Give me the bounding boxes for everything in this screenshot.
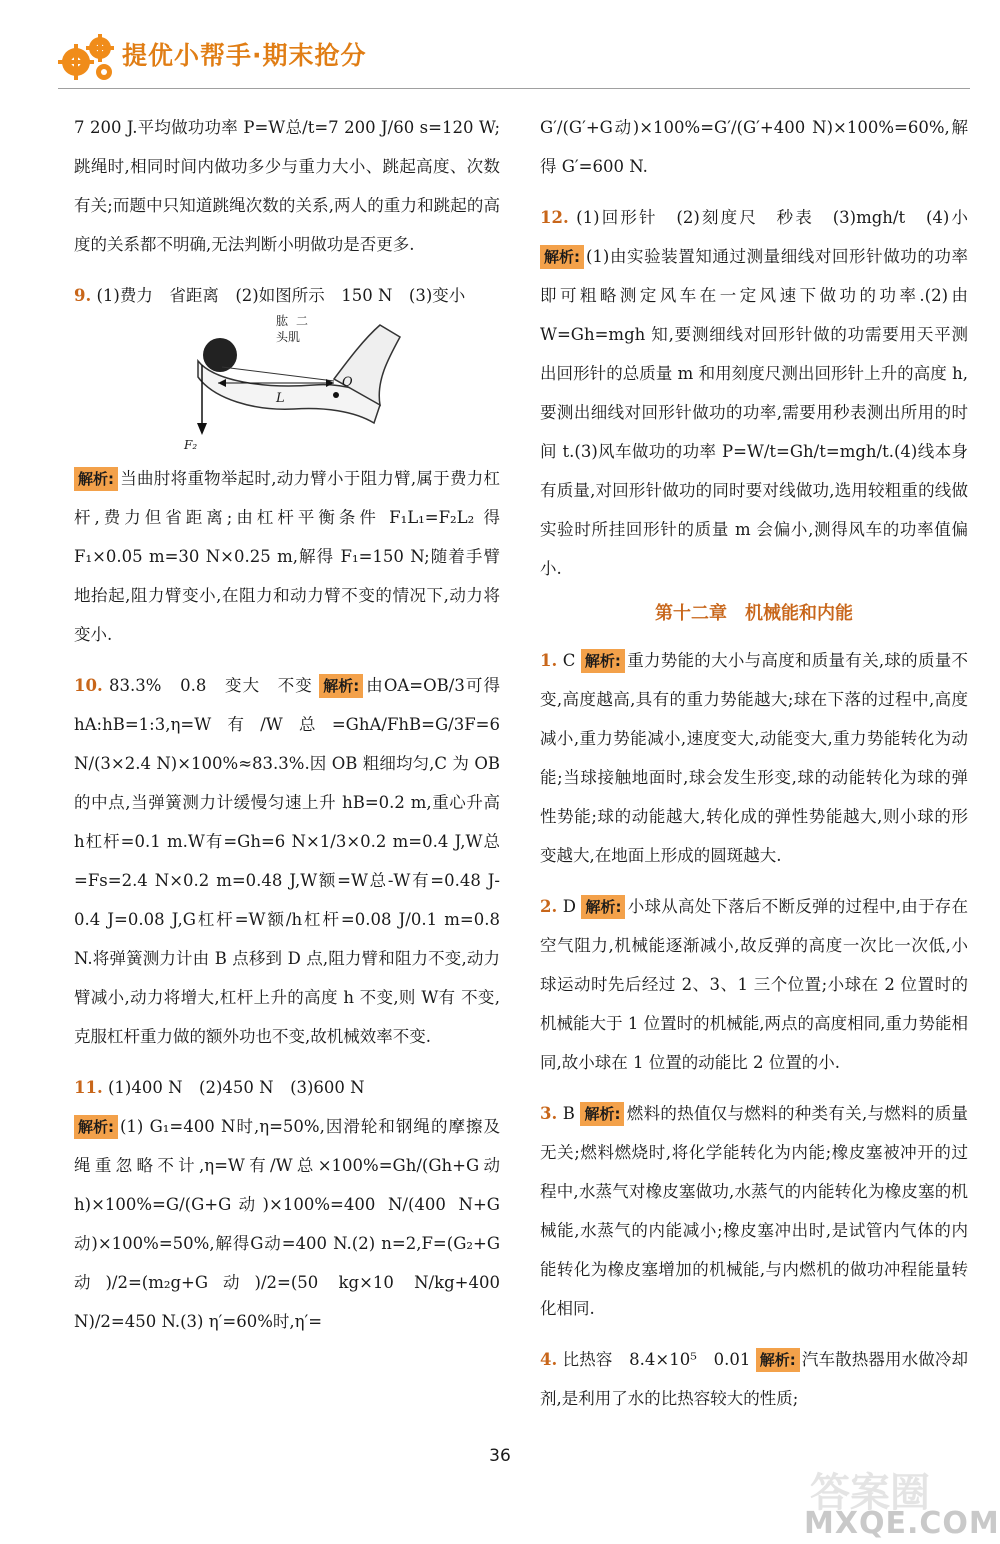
analysis-tag: 解析: <box>581 895 625 919</box>
analysis-tag: 解析: <box>756 1348 800 1372</box>
answer: B <box>562 1104 575 1123</box>
analysis-text: (1) G₁=400 N时,η=50%,因滑轮和钢绳的摩擦及绳重忽略不计,η=W有/W总×100%=Gh/(Gh+G动h)×100%=G/(G+G动)×100%=400 N/(400 N+G动)×100%=50%,解得G动=400 N.(2) n=2,F=(G₂+G动)/2=(m₂g+G动)/2=(50 kg×10 N/kg+400 N)/2=450 N.(3) η′=60%时,η′= <box>74 1117 500 1331</box>
header-divider <box>58 88 970 89</box>
analysis-text: 小球从高处下落后不断反弹的过程中,由于存在空气阻力,机械能逐渐减小,故反弹的高度一次比一次低,小球运动时先后经过 2、3、1 三个位置;小球在 2 位置时的机械能大于 1 位置时的机械能,两点的高度相同,重力势能相同,故小球在 1 位置的动能比 2 位置的小. <box>540 897 968 1072</box>
analysis-tag: 解析: <box>74 467 118 491</box>
analysis-tag: 解析: <box>580 1102 624 1126</box>
analysis <box>74 459 500 654</box>
analysis-tag: 解析: <box>540 245 584 269</box>
question-number: 12. <box>540 208 569 227</box>
force-label: F₂ <box>184 438 198 452</box>
page-number: 36 <box>489 1446 511 1466</box>
analysis-text: 重力势能的大小与高度和质量有关,球的质量不变,高度越高,具有的重力势能越大;球在下落的过程中,高度减小,重力势能减小,速度变大,动能变大,重力势能转化为动能;当球接触地面时,球会发生形变,球的动能转化为球的弹性势能;球的动能越大,转化成的弹性势能越大,则小球的形变越大,在地面上形成的圆斑越大. <box>540 651 969 865</box>
gears-icon <box>58 28 122 84</box>
pivot-label: O <box>342 375 353 390</box>
answer: 比热容 8.4×10⁵ 0.01 <box>562 1350 751 1369</box>
question-number: 1. <box>540 651 558 670</box>
answer: (1)回形针 (2)刻度尺 秒表 (3)mgh/t (4)小 <box>576 208 969 227</box>
question-number: 3. <box>540 1104 558 1123</box>
chapter-question-1 <box>540 641 968 875</box>
question-10 <box>74 666 500 1056</box>
muscle-label: 肱二头肌 <box>276 314 308 344</box>
analysis-text: 汽车散热器用水做冷却剂,是利用了水的比热容较大的性质; <box>540 1350 969 1408</box>
right-column <box>540 108 968 1418</box>
continued-paragraph: 7 200 J.平均做功功率 P=W总/t=7 200 J/60 s=120 W;跳绳时,相同时间内做功多少与重力大小、跳起高度、次数有关;而题中只知道跳绳次数的关系,两人的重力和跳起的高度的关系都不明确,无法判断小明做功是否更多. <box>74 118 500 254</box>
analysis <box>74 1107 500 1341</box>
question-12 <box>540 198 968 588</box>
question-number: 2. <box>540 897 558 916</box>
continued-paragraph: G′/(G′+G动)×100%=G′/(G′+400 N)×100%=60%,解得 G′=600 N. <box>540 118 968 176</box>
question-9 <box>74 276 500 315</box>
question-11 <box>74 1068 500 1107</box>
question-number: 10. <box>74 676 103 695</box>
answer: C <box>562 651 576 670</box>
header-title: 提优小帮手·期末抢分 <box>122 41 367 70</box>
question-number: 9. <box>74 286 92 305</box>
analysis-tag: 解析: <box>581 649 625 673</box>
answer: 83.3% 0.8 变大 不变 <box>109 676 313 695</box>
chapter-heading: 第十二章 机械能和内能 <box>655 603 853 624</box>
answer: D <box>562 897 576 916</box>
chapter-question-2 <box>540 887 968 1082</box>
left-column <box>74 108 500 1341</box>
arm-lever-figure <box>184 314 404 459</box>
arm-length-label: L <box>276 391 285 406</box>
watermark-url: MXQE.COM <box>804 1506 1000 1541</box>
answer: (1)费力 省距离 (2)如图所示 150 N (3)变小 <box>96 286 466 305</box>
watermark-text: 答案圈 <box>810 1470 930 1516</box>
analysis-text: 由OA=OB/3可得 hA:hB=1:3,η=W有/W总=GhA/FhB=G/3F=6 N/(3×2.4 N)×100%≈83.3%.因 OB 粗细均匀,C 为 OB 的中点,当弹簧测力计缓慢匀速上升 hB=0.2 m,重心升高 h杠杆=0.1 m.W有=Gh=6 N×1/3×0.2 m=0.4 J,W总=Fs=2.4 N×0.2 m=0.48 J,W额=W总-W有=0.48 J-0.4 J=0.08 J,G杠杆=W额/h杠杆=0.08 J/0.1 m=0.8 N.将弹簧测力计由 B 点移到 D 点,阻力臂和阻力不变,动力臂减小,动力将增大,杠杆上升的高度 h 不变,则 W有 不变,克服杠杆重力做的额外功也不变,故机械效率不变. <box>74 676 500 1046</box>
question-number: 4. <box>540 1350 558 1369</box>
analysis-text: 当曲肘将重物举起时,动力臂小于阻力臂,属于费力杠杆,费力但省距离;由杠杆平衡条件 F₁L₁=F₂L₂ 得 F₁×0.05 m=30 N×0.25 m,解得 F₁=150 N;随着手臂地抬起,阻力臂变小,在阻力和动力臂不变的情况下,动力将变小. <box>74 469 500 644</box>
chapter-question-3 <box>540 1094 968 1328</box>
analysis-text: (1)由实验装置知通过测量细线对回形针做功的功率即可粗略测定风车在一定风速下做功的功率.(2)由 W=Gh=mgh 知,要测细线对回形针做的功需要用天平测出回形针的总质量 m 和用刻度尺测出回形针上升的高度 h,要测出细线对回形针做功的功率,需要用秒表测出所用的时间 t.(3)风车做功的功率 P=W/t=Gh/t=mgh/t.(4)线本身有质量,对回形针做功的同时要对线做功,选用较粗重的线做实验时所挂回形针的质量 m 会偏小,测得风车的功率值偏小. <box>540 247 968 578</box>
question-number: 11. <box>74 1078 103 1097</box>
answer: (1)400 N (2)450 N (3)600 N <box>107 1078 365 1097</box>
analysis-tag: 解析: <box>74 1115 118 1139</box>
page-header <box>0 0 1000 90</box>
analysis-tag: 解析: <box>319 674 363 698</box>
chapter-question-4 <box>540 1340 968 1418</box>
analysis-text: 燃料的热值仅与燃料的种类有关,与燃料的质量无关;燃料燃烧时,将化学能转化为内能;橡皮塞被冲开的过程中,水蒸气对橡皮塞做功,水蒸气的内能转化为橡皮塞的机械能,水蒸气的内能减小;橡皮塞冲出时,是试管内气体的内能转化为橡皮塞增加的机械能,与内燃机的做功冲程能量转化相同. <box>540 1104 968 1318</box>
